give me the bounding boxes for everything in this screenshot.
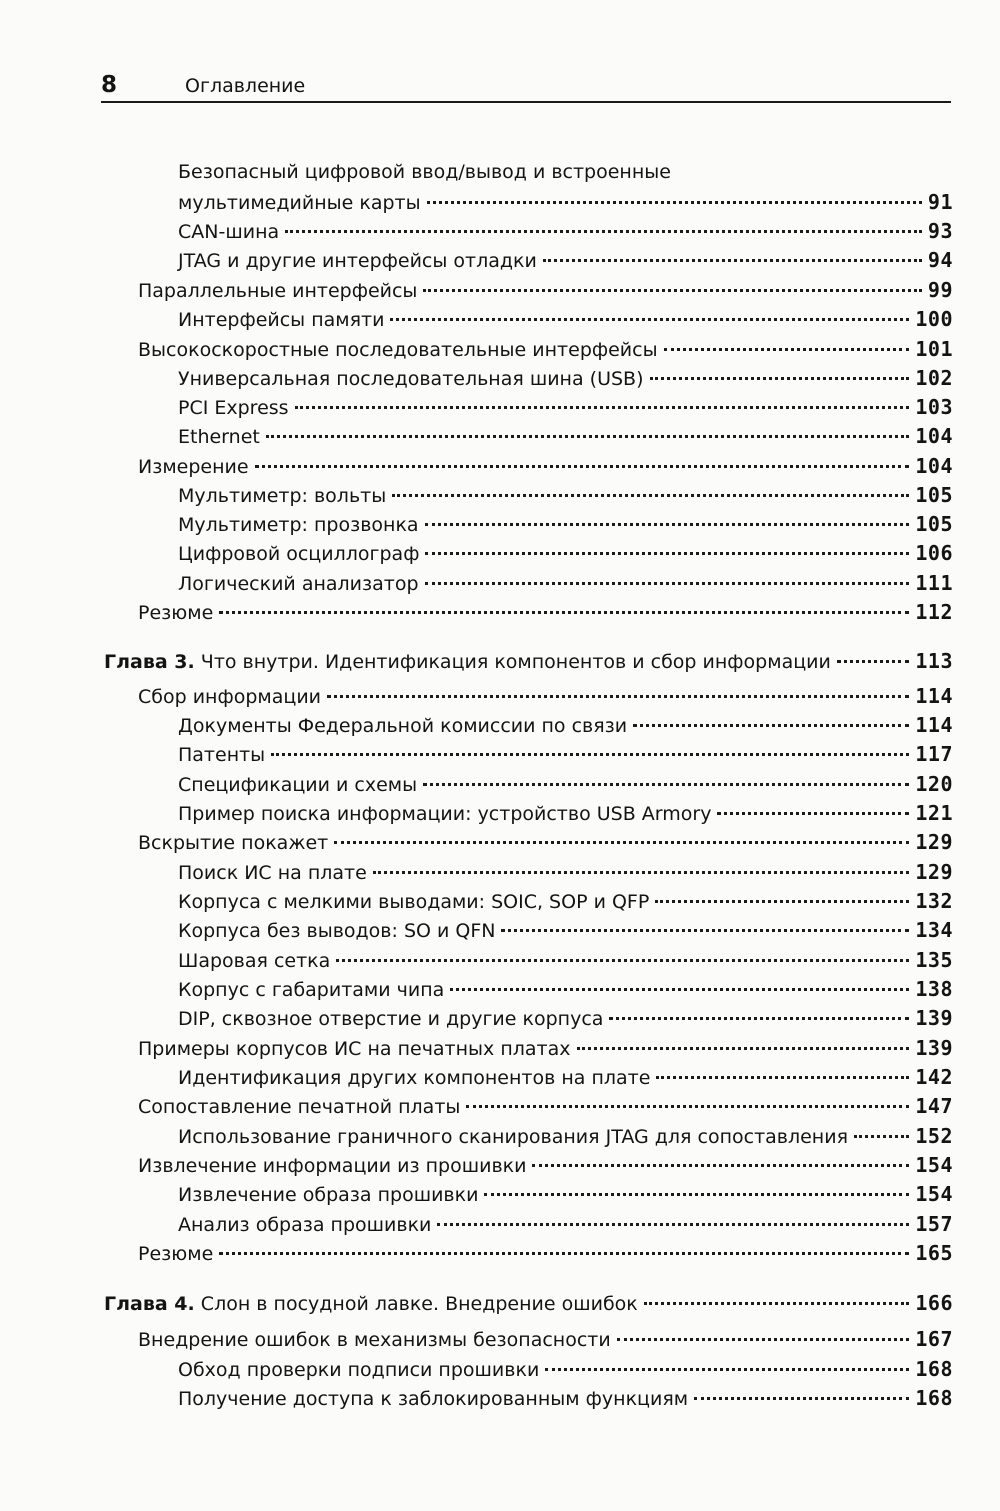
toc-entry-title: CAN-шина xyxy=(178,221,280,243)
toc-entry[interactable] xyxy=(178,512,953,540)
page-header xyxy=(101,70,951,104)
dot-leader xyxy=(501,929,909,932)
toc-entry-title: мультимедийные карты xyxy=(178,192,421,214)
toc-page-number: 112 xyxy=(915,600,953,624)
toc-entry-title: Шаровая сетка xyxy=(178,950,331,972)
toc-page-number: 113 xyxy=(915,649,953,673)
dot-leader xyxy=(327,695,909,698)
dot-leader xyxy=(266,435,910,438)
toc-entry[interactable] xyxy=(178,801,953,829)
toc-entry[interactable] xyxy=(178,190,953,218)
toc-entry[interactable] xyxy=(178,1212,953,1240)
toc-entry[interactable] xyxy=(138,337,953,365)
toc-entry[interactable] xyxy=(178,483,953,511)
toc-entry[interactable] xyxy=(138,1153,953,1181)
toc-entry-title: Анализ образа прошивки xyxy=(178,1214,432,1236)
toc-page-number: 117 xyxy=(915,742,953,766)
toc-page-number: 99 xyxy=(927,278,953,302)
toc-page-number: 129 xyxy=(915,860,953,884)
toc-entry[interactable] xyxy=(178,1065,953,1093)
toc-entry[interactable] xyxy=(178,889,953,917)
toc-entry-title: Универсальная последовательная шина (USB) xyxy=(178,368,644,390)
toc-entry-title: Внедрение ошибок в механизмы безопасности xyxy=(138,1329,611,1351)
toc-page-number: 152 xyxy=(915,1124,953,1148)
toc-entry[interactable] xyxy=(178,307,953,335)
toc-entry-title xyxy=(104,651,831,673)
toc-entry-title: Корпуса без выводов: SO и QFN xyxy=(178,920,496,942)
dot-leader xyxy=(466,1105,909,1108)
page-number: 8 xyxy=(101,72,118,98)
chapter-label: Глава 3. xyxy=(104,651,195,673)
toc-entry[interactable] xyxy=(178,248,953,276)
toc-entry-title: Патенты xyxy=(178,744,266,766)
dot-leader xyxy=(655,900,909,903)
toc-page-number: 147 xyxy=(915,1094,953,1118)
dot-leader xyxy=(390,318,909,321)
toc-page-number: 142 xyxy=(915,1065,953,1089)
running-title: Оглавление xyxy=(185,75,306,97)
toc-entry[interactable] xyxy=(178,1386,953,1414)
dot-leader xyxy=(694,1397,909,1400)
toc-entry[interactable] xyxy=(178,219,953,247)
toc-entry-title: Мультиметр: вольты xyxy=(178,485,387,507)
toc-page-number: 102 xyxy=(915,366,953,390)
toc-entry[interactable] xyxy=(178,366,953,394)
toc-page-number: 167 xyxy=(915,1327,953,1351)
toc-entry-title: Сопоставление печатной платы xyxy=(138,1096,461,1118)
toc-entry-title: Резюме xyxy=(138,602,214,624)
dot-leader xyxy=(717,812,909,815)
toc-entry-title xyxy=(104,1293,638,1315)
toc-page-number: 132 xyxy=(915,889,953,913)
toc-entry[interactable] xyxy=(178,1006,953,1034)
toc-page-number: 114 xyxy=(915,684,953,708)
toc-page-number: 103 xyxy=(915,395,953,419)
toc-entry-title: Высокоскоростные последовательные интерфейсы xyxy=(138,339,658,361)
chapter-label: Глава 4. xyxy=(104,1293,195,1315)
toc-entry[interactable] xyxy=(178,742,953,770)
toc-entry-title: PCI Express xyxy=(178,397,289,419)
toc-page-number: 168 xyxy=(915,1386,953,1410)
dot-leader xyxy=(271,753,909,756)
dot-leader xyxy=(633,724,909,727)
dot-leader xyxy=(423,289,921,292)
toc-entry-title: JTAG и другие интерфейсы отладки xyxy=(178,250,537,272)
toc-page-number: 139 xyxy=(915,1036,953,1060)
toc-page-number: 139 xyxy=(915,1006,953,1030)
dot-leader xyxy=(392,494,909,497)
dot-leader xyxy=(532,1164,909,1167)
toc-entry-title: Обход проверки подписи прошивки xyxy=(178,1359,540,1381)
toc-entry[interactable] xyxy=(178,948,953,976)
toc-entry[interactable] xyxy=(178,860,953,888)
toc-entry[interactable] xyxy=(138,278,953,306)
toc-page-number: 104 xyxy=(915,424,953,448)
toc-page-number: 105 xyxy=(915,512,953,536)
toc-entry-title: Документы Федеральной комиссии по связи xyxy=(178,715,628,737)
toc-entry[interactable] xyxy=(138,830,953,858)
dot-leader xyxy=(295,406,910,409)
dot-leader xyxy=(543,259,922,262)
toc-entry-first-line: Безопасный цифровой ввод/вывод и встроенные xyxy=(178,161,671,183)
dot-leader xyxy=(837,660,910,663)
dot-leader xyxy=(450,988,909,991)
toc-entry-title: Ethernet xyxy=(178,426,260,448)
toc-page-number: 135 xyxy=(915,948,953,972)
dot-leader xyxy=(373,871,910,874)
toc-entry[interactable] xyxy=(138,1036,953,1064)
toc-page-number: 166 xyxy=(915,1291,953,1315)
toc-entry-title: DIP, сквозное отверстие и другие корпуса xyxy=(178,1008,604,1030)
dot-leader xyxy=(336,959,909,962)
toc-entry-title: Пример поиска информации: устройство USB Armory xyxy=(178,803,712,825)
toc-page-number: 100 xyxy=(915,307,953,331)
dot-leader xyxy=(609,1017,909,1020)
toc-entry-title: Цифровой осциллограф xyxy=(178,543,420,565)
toc-entry[interactable] xyxy=(178,424,953,452)
toc-page-number: 106 xyxy=(915,541,953,565)
toc-entry-title: Резюме xyxy=(138,1243,214,1265)
toc-page-number: 101 xyxy=(915,337,953,361)
toc-page-number: 91 xyxy=(927,190,953,214)
dot-leader xyxy=(854,1135,909,1138)
toc-entry-title: Логический анализатор xyxy=(178,573,419,595)
toc-entry-title: Использование граничного сканирования JTAG для сопоставления xyxy=(178,1126,849,1148)
toc-page-number: 104 xyxy=(915,454,953,478)
chapter-title: Что внутри. Идентификация компонентов и сбор информации xyxy=(200,651,831,673)
dot-leader xyxy=(425,523,910,526)
dot-leader xyxy=(219,1252,909,1255)
toc-entry[interactable] xyxy=(138,684,953,712)
dot-leader xyxy=(425,552,909,555)
toc-entry[interactable] xyxy=(138,600,953,628)
toc-entry[interactable] xyxy=(178,772,953,800)
toc-entry-title: Примеры корпусов ИС на печатных платах xyxy=(138,1038,571,1060)
header-rule xyxy=(101,101,951,103)
toc-entry-title: Мультиметр: прозвонка xyxy=(178,514,419,536)
toc-entry[interactable] xyxy=(178,977,953,1005)
toc-entry-title: Спецификации и схемы xyxy=(178,774,418,796)
toc-entry[interactable] xyxy=(178,571,953,599)
dot-leader xyxy=(285,230,922,233)
dot-leader xyxy=(545,1368,909,1371)
toc-page-number: 168 xyxy=(915,1357,953,1381)
dot-leader xyxy=(334,841,909,844)
toc-page-number: 129 xyxy=(915,830,953,854)
toc-chapter-entry[interactable] xyxy=(104,1291,953,1319)
toc-entry[interactable] xyxy=(178,713,953,741)
toc-page-number: 138 xyxy=(915,977,953,1001)
dot-leader xyxy=(425,582,910,585)
dot-leader xyxy=(484,1193,909,1196)
toc-entry[interactable] xyxy=(138,454,953,482)
toc-entry-title: Вскрытие покажет xyxy=(138,832,329,854)
dot-leader xyxy=(423,783,909,786)
toc-entry-title: Корпус с габаритами чипа xyxy=(178,979,445,1001)
toc-entry-title: Интерфейсы памяти xyxy=(178,309,385,331)
toc-page-number: 93 xyxy=(927,219,953,243)
toc-entry[interactable] xyxy=(178,918,953,946)
toc-page-number: 111 xyxy=(915,571,953,595)
toc-entry-title: Сбор информации xyxy=(138,686,322,708)
toc-page-number: 134 xyxy=(915,918,953,942)
toc-entry[interactable] xyxy=(138,1241,953,1269)
toc-entry[interactable] xyxy=(178,1357,953,1385)
toc-entry-title: Измерение xyxy=(138,456,249,478)
toc-entry[interactable] xyxy=(178,1124,953,1152)
toc-page-number: 114 xyxy=(915,713,953,737)
dot-leader xyxy=(664,348,910,351)
toc-entry[interactable] xyxy=(178,395,953,423)
toc-entry[interactable] xyxy=(178,1182,953,1210)
toc-entry-title: Идентификация других компонентов на плате xyxy=(178,1067,651,1089)
toc-entry-title: Извлечение образа прошивки xyxy=(178,1184,479,1206)
dot-leader xyxy=(656,1076,909,1079)
dot-leader xyxy=(650,377,910,380)
dot-leader xyxy=(644,1302,910,1305)
toc-page-number: 165 xyxy=(915,1241,953,1265)
toc-page-number: 94 xyxy=(927,248,953,272)
toc-entry-title: Корпуса с мелкими выводами: SOIC, SOP и QFP xyxy=(178,891,650,913)
toc-entry[interactable] xyxy=(138,1094,953,1122)
dot-leader xyxy=(255,465,910,468)
toc-page-number: 121 xyxy=(915,801,953,825)
dot-leader xyxy=(427,201,922,204)
toc-entry-title: Получение доступа к заблокированным функциям xyxy=(178,1388,689,1410)
toc-page-number: 120 xyxy=(915,772,953,796)
dot-leader xyxy=(577,1047,910,1050)
toc-entry-title: Параллельные интерфейсы xyxy=(138,280,418,302)
dot-leader xyxy=(617,1338,910,1341)
toc-page-number: 154 xyxy=(915,1153,953,1177)
toc-page-number: 154 xyxy=(915,1182,953,1206)
chapter-title: Слон в посудной лавке. Внедрение ошибок xyxy=(200,1293,638,1315)
toc-entry[interactable] xyxy=(138,1327,953,1355)
toc-entry[interactable] xyxy=(178,541,953,569)
toc-page-number: 157 xyxy=(915,1212,953,1236)
toc-page-number: 105 xyxy=(915,483,953,507)
dot-leader xyxy=(437,1223,909,1226)
dot-leader xyxy=(219,611,909,614)
toc-chapter-entry[interactable] xyxy=(104,649,953,677)
toc-entry-title: Извлечение информации из прошивки xyxy=(138,1155,527,1177)
toc-entry-title: Поиск ИС на плате xyxy=(178,862,367,884)
